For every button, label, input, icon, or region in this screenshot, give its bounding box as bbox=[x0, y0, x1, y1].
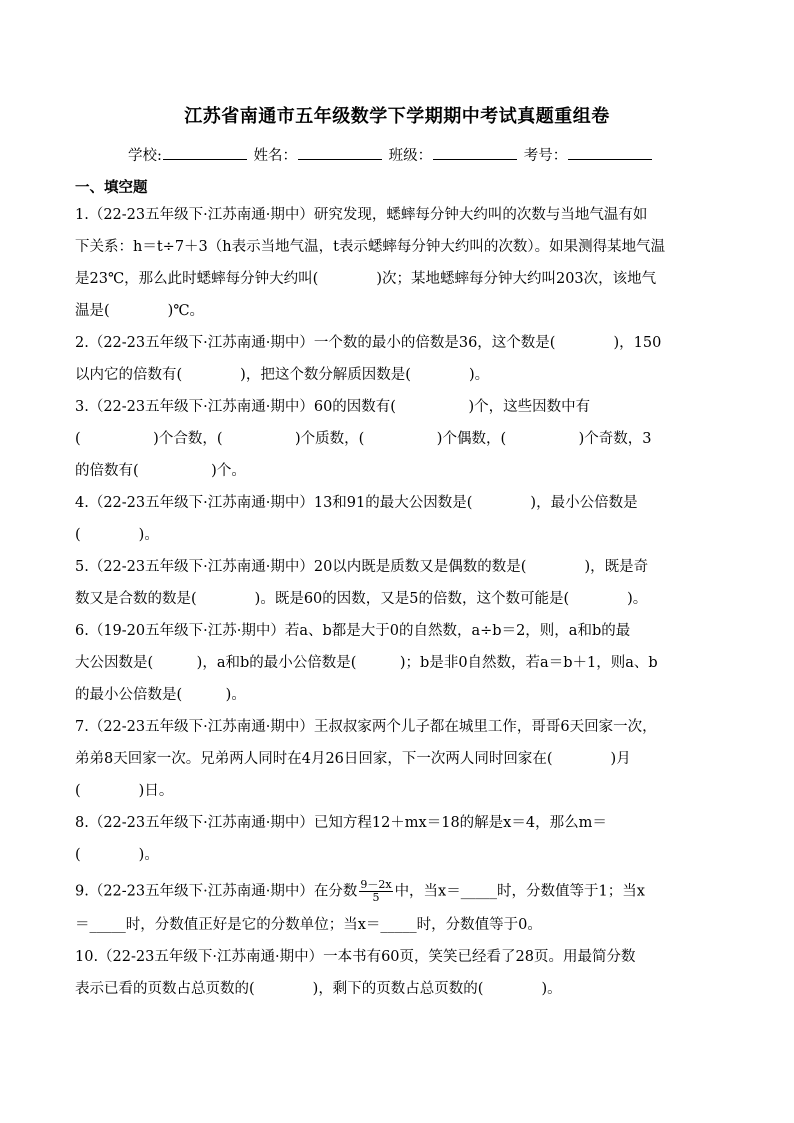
question-line: 2.（22-23五年级下·江苏南通·期中）一个数的最小的倍数是36，这个数是( )，150 bbox=[75, 335, 662, 351]
question-line: 3.（22-23五年级下·江苏南通·期中）60的因数有( )个，这些因数中有 bbox=[75, 399, 591, 415]
name-label: 姓名： bbox=[253, 148, 297, 164]
question-line: 是23℃，那么此时蟋蟀每分钟大约叫( )次；某地蟋蟀每分钟大约叫203次，该地气 bbox=[75, 271, 657, 287]
question-line: 的倍数有( )个。 bbox=[75, 463, 246, 479]
fraction bbox=[359, 879, 392, 904]
q9-after: 中，当x＝_____时，分数值等于1；当x bbox=[394, 883, 645, 900]
fraction-denominator: 5 bbox=[372, 891, 380, 904]
school-label: 学校: bbox=[128, 148, 162, 164]
question-line: 的最小公倍数是( )。 bbox=[75, 687, 246, 703]
student-info-line bbox=[128, 144, 654, 165]
question-line: 7.（22-23五年级下·江苏南通·期中）王叔叔家两个儿子都在城里工作，哥哥6天回家一次， bbox=[75, 719, 657, 735]
question-line: ＝_____时，分数值正好是它的分数单位；当x＝_____时，分数值等于0。 bbox=[75, 917, 542, 933]
question-line: 以内它的倍数有( )，把这个数分解质因数是( )。 bbox=[75, 367, 490, 383]
question-line: 10.（22-23五年级下·江苏南通·期中）一本书有60页，笑笑已经看了28页。用最简分数 bbox=[75, 949, 636, 965]
number-label: 考号： bbox=[523, 148, 568, 164]
question-9-line-1 bbox=[75, 879, 645, 904]
section-title: 一、填空题 bbox=[75, 180, 148, 196]
question-line: 数又是合数的数是( )。既是60的因数，又是5的倍数，这个数可能是( )。 bbox=[75, 591, 648, 607]
question-line: 4.（22-23五年级下·江苏南通·期中）13和91的最大公因数是( )，最小公倍数是 bbox=[75, 495, 638, 511]
number-field[interactable] bbox=[568, 145, 652, 160]
question-line: 1.（22-23五年级下·江苏南通·期中）研究发现，蟋蟀每分钟大约叫的次数与当地气温有如 bbox=[75, 207, 648, 223]
question-line: ( )日。 bbox=[75, 783, 174, 799]
school-field[interactable] bbox=[163, 145, 247, 160]
question-line: 弟弟8天回家一次。兄弟两人同时在4月26日回家，下一次两人同时回家在( )月 bbox=[75, 751, 631, 767]
question-line: ( )个合数，( )个质数，( )个偶数，( )个奇数，3 bbox=[75, 431, 652, 447]
question-line: ( )。 bbox=[75, 847, 159, 863]
fraction-numerator: 9－2x bbox=[360, 878, 392, 891]
class-field[interactable] bbox=[433, 145, 517, 160]
question-line: 8.（22-23五年级下·江苏南通·期中）已知方程12＋mx＝18的解是x＝4，那么m＝ bbox=[75, 815, 607, 831]
question-line: 6.（19-20五年级下·江苏·期中）若a、b都是大于0的自然数，a÷b＝2，则，a和b的最 bbox=[75, 623, 631, 639]
question-line: 大公因数是( )，a和b的最小公倍数是( )；b是非0自然数，若a＝b＋1，则a、b bbox=[75, 655, 658, 671]
question-line: ( )。 bbox=[75, 527, 159, 543]
q9-before: 9.（22-23五年级下·江苏南通·期中）在分数 bbox=[75, 883, 358, 900]
question-line: 下关系：h＝t÷7＋3（h表示当地气温，t表示蟋蟀每分钟大约叫的次数）。如果测得某地气温 bbox=[75, 239, 666, 255]
question-line: 5.（22-23五年级下·江苏南通·期中）20以内既是质数又是偶数的数是( )，既是奇 bbox=[75, 559, 649, 575]
question-line: 表示已看的页数占总页数的( )，剩下的页数占总页数的( )。 bbox=[75, 981, 562, 997]
name-field[interactable] bbox=[298, 145, 382, 160]
question-line: 温是( )℃。 bbox=[75, 303, 205, 319]
page-title: 江苏省南通市五年级数学下学期期中考试真题重组卷 bbox=[184, 106, 610, 127]
class-label: 班级： bbox=[388, 148, 433, 164]
